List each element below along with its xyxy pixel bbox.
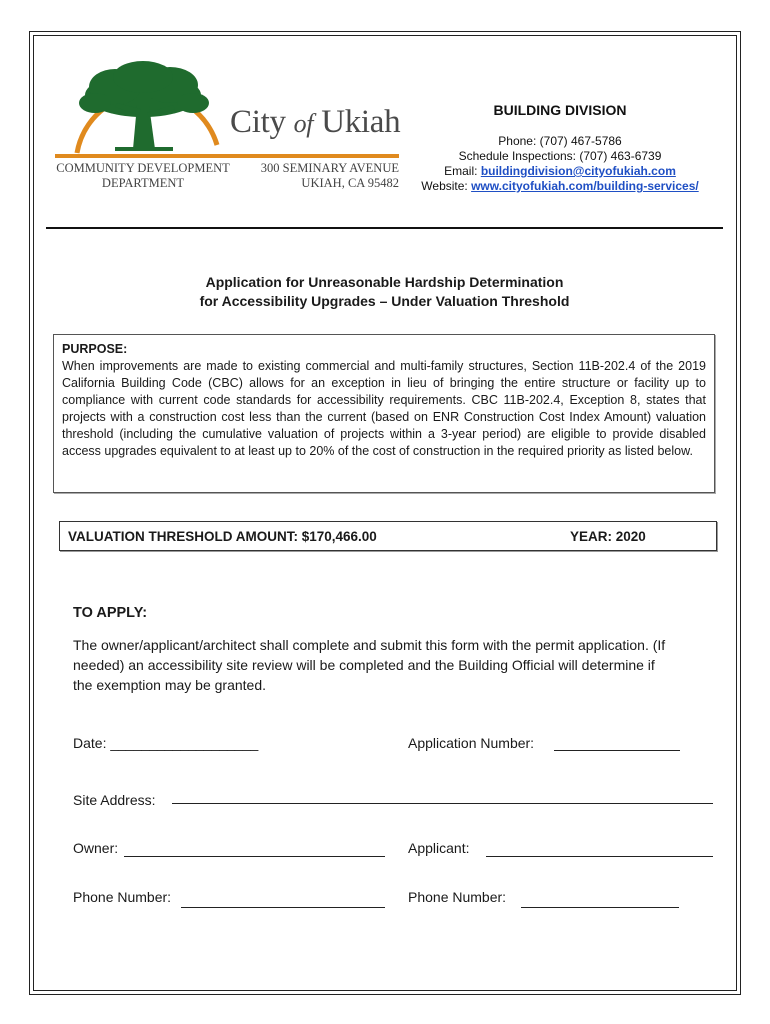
city-of-ukiah-wordmark: City of Ukiah [230, 104, 401, 140]
applicant-phone-label: Phone Number: [408, 889, 507, 905]
valuation-year: YEAR: 2020 [570, 529, 646, 544]
website-line: Website: www.cityofukiah.com/building-services/ [421, 179, 699, 193]
applicant-label: Applicant: [408, 840, 470, 856]
purpose-box [53, 334, 715, 493]
application-number-line[interactable] [554, 750, 680, 751]
inspections-line: Schedule Inspections: (707) 463-6739 [458, 149, 662, 163]
logo-divider-bar [55, 154, 399, 158]
owner-line[interactable] [124, 856, 385, 857]
header-rule [46, 227, 723, 229]
department-address: 300 SEMINARY AVENUE UKIAH, CA 95482 [260, 161, 399, 190]
valuation-amount: VALUATION THRESHOLD AMOUNT: $170,466.00 [68, 529, 377, 544]
applicant-phone-line[interactable] [521, 907, 679, 908]
city-logo-emblem [55, 45, 225, 155]
purpose-label: PURPOSE: [62, 342, 128, 356]
owner-phone-label: Phone Number: [73, 889, 172, 905]
email-line: Email: buildingdivision@cityofukiah.com [444, 164, 676, 178]
valuation-box [59, 521, 717, 551]
date-field[interactable]: Date: ___________________ [73, 735, 259, 751]
site-address-line[interactable] [172, 803, 713, 804]
owner-phone-line[interactable] [181, 907, 385, 908]
phone-line: Phone: (707) 467-5786 [498, 134, 622, 148]
purpose-text: When improvements are made to existing commercial and multi-family structures, Section 11B-202.4 of the 2019 California Building Code (CBC) allows for an exception in lieu of bringing the entire structure or facility up to compliance with current code standards for accessibility requirements. CBC 11B-202.4, Exception 8, states that projects with a construction cost less than the current (based on ENR Construction Cost Index Amount) valuation threshold (including the cumulative valuation of projects within a 3-year period) are eligible to provide disabled access upgrades equivalent to at least up to 20% of the cost of construction in the required priority as listed below. [62, 359, 706, 458]
department-name: COMMUNITY DEVELOPMENT DEPARTMENT [56, 161, 230, 190]
to-apply-text: The owner/applicant/architect shall complete and submit this form with the permit application. (If needed) an accessibility site review will be completed and the Building Official will determine if the exemption may be granted. [73, 637, 666, 693]
owner-label: Owner: [73, 840, 119, 856]
oak-tree-icon [79, 61, 209, 151]
division-heading: BUILDING DIVISION [493, 102, 627, 118]
website-link[interactable]: www.cityofukiah.com/building-services/ [471, 179, 699, 193]
form-title: Application for Unreasonable Hardship Determination for Accessibility Upgrades – Under Valuation Threshold [199, 274, 570, 309]
application-number-label: Application Number: [408, 735, 535, 751]
site-address-label: Site Address: [73, 792, 156, 808]
email-link[interactable]: buildingdivision@cityofukiah.com [480, 164, 676, 178]
to-apply-heading: TO APPLY: [73, 605, 148, 621]
applicant-line[interactable] [486, 856, 713, 857]
contact-block [406, 101, 714, 194]
